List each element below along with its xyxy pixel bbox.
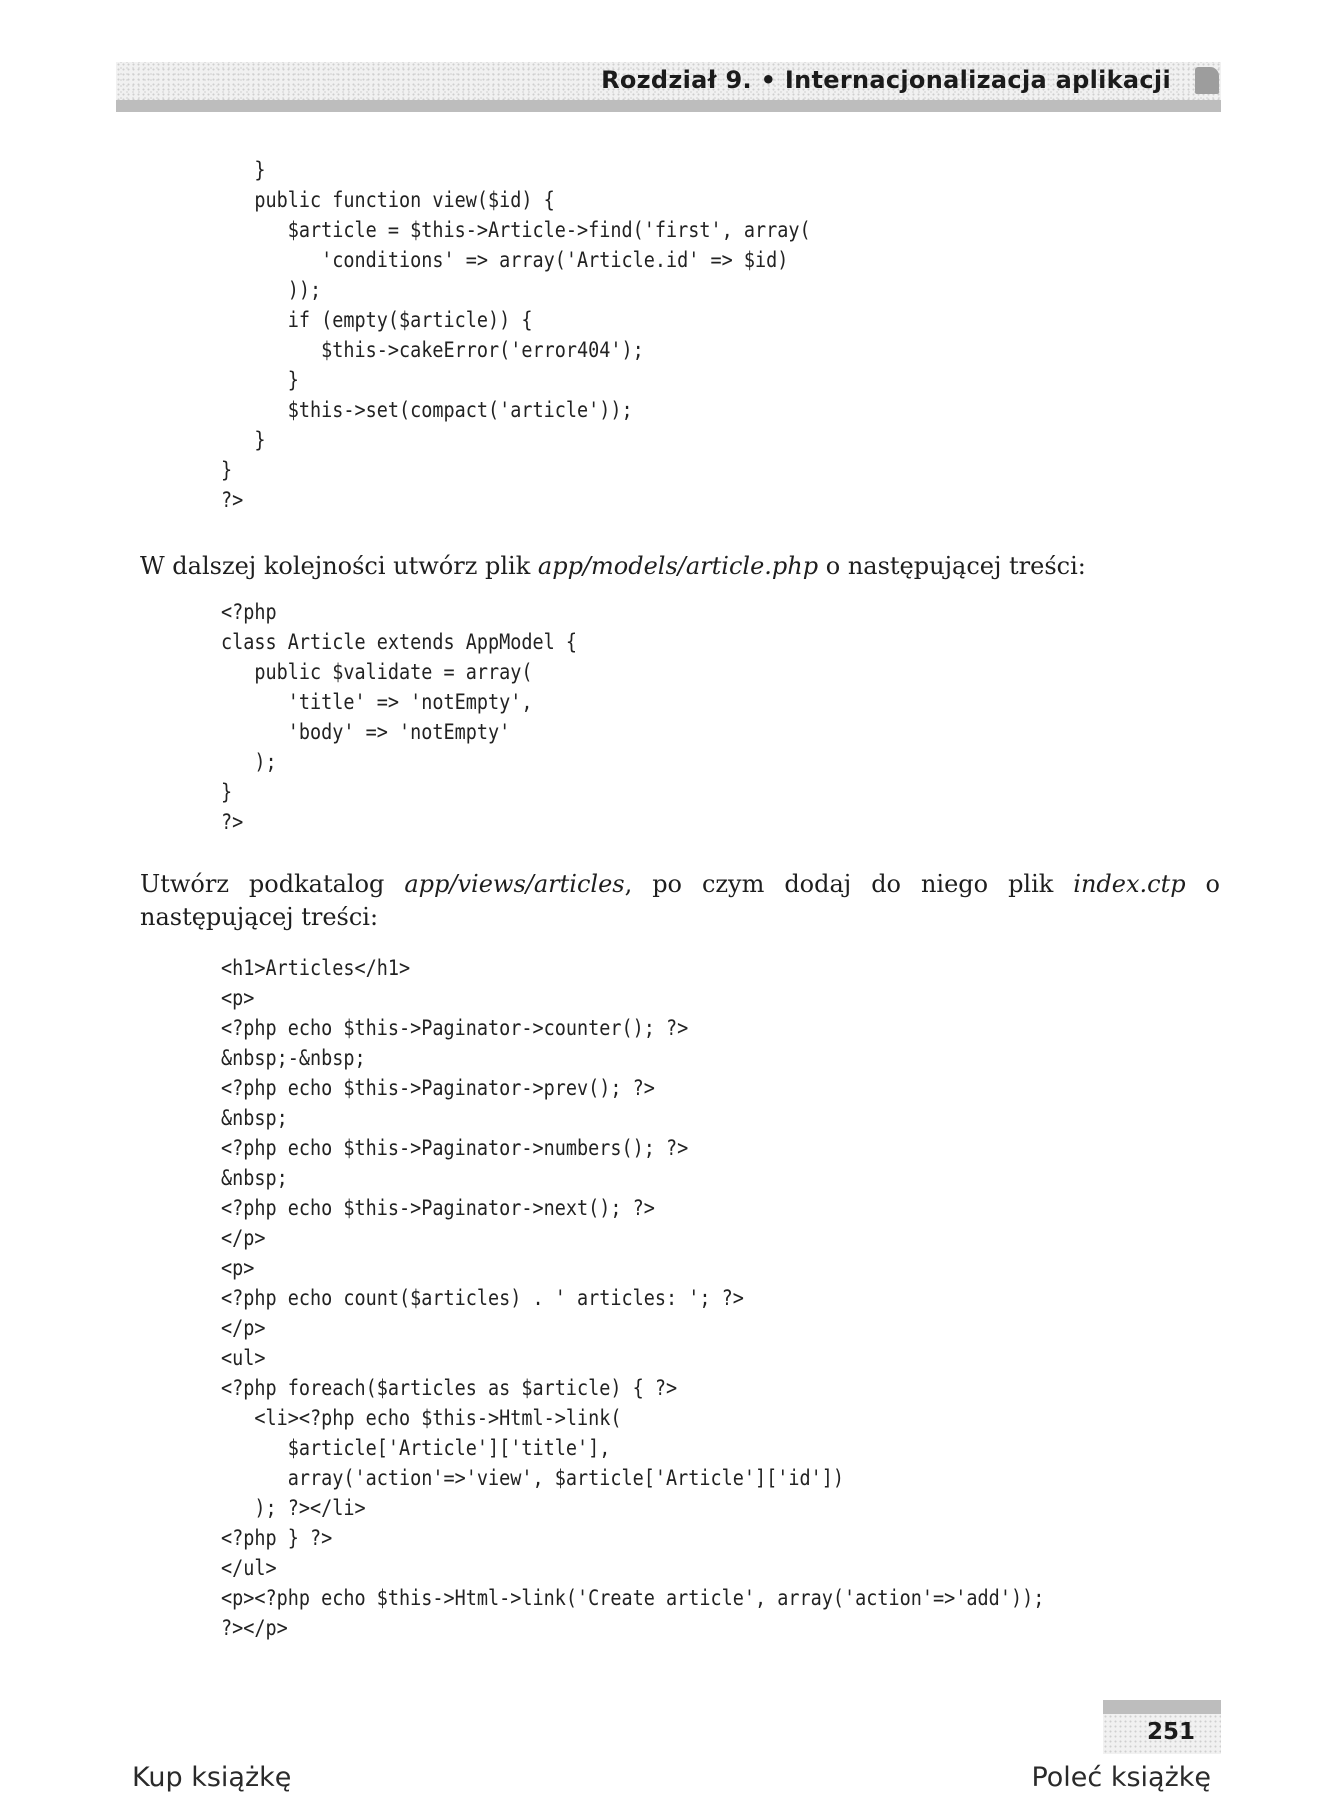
code-line: } — [221, 458, 233, 482]
code-line: ?> — [221, 488, 244, 512]
code-line: } — [221, 158, 266, 182]
code-line: class Article extends AppModel { — [221, 630, 578, 654]
code-line: $this->set(compact('article')); — [221, 398, 633, 422]
file-name: index.ctp — [1073, 870, 1186, 898]
code-line: <p> — [221, 1256, 255, 1280]
page-number-band — [1103, 1700, 1221, 1714]
code-line: <?php — [221, 600, 277, 624]
code-line: &nbsp; — [221, 1166, 288, 1190]
code-line: </p> — [221, 1226, 266, 1250]
code-line: array('action'=>'view', $article['Article']['id']) — [221, 1466, 845, 1490]
code-line: <?php foreach($articles as $article) { ?> — [221, 1376, 678, 1400]
code-block-model — [221, 597, 577, 837]
code-block-controller — [221, 155, 811, 515]
code-line: 'body' => 'notEmpty' — [221, 720, 511, 744]
code-line: <h1>Articles</h1> — [221, 956, 411, 980]
paragraph-create-model — [140, 550, 1220, 583]
code-line: </p> — [221, 1316, 266, 1340]
code-line: <p><?php echo $this->Html->link('Create article', array('action'=>'add')); — [221, 1586, 1045, 1610]
code-line: 'conditions' => array('Article.id' => $id) — [221, 248, 789, 272]
code-line: $article['Article']['title'], — [221, 1436, 611, 1460]
code-line: &nbsp;-&nbsp; — [221, 1046, 366, 1070]
code-line: &nbsp; — [221, 1106, 288, 1130]
page-number: 251 — [1146, 1719, 1195, 1745]
code-line: <?php } ?> — [221, 1526, 333, 1550]
code-line: 'title' => 'notEmpty', — [221, 690, 533, 714]
code-line: ); — [221, 750, 277, 774]
code-line: $article = $this->Article->find('first', array( — [221, 218, 811, 242]
code-line: <?php echo count($articles) . ' articles: '; ?> — [221, 1286, 744, 1310]
page-corner-tab — [1195, 67, 1219, 94]
recommend-book-link[interactable]: Poleć książkę — [1031, 1762, 1211, 1793]
code-line: $this->cakeError('error404'); — [221, 338, 644, 362]
code-line: <?php echo $this->Paginator->next(); ?> — [221, 1196, 655, 1220]
code-line: <?php echo $this->Paginator->counter(); ?> — [221, 1016, 689, 1040]
paragraph-text: o następującej treści: — [818, 552, 1086, 580]
code-line: if (empty($article)) { — [221, 308, 533, 332]
code-line: public $validate = array( — [221, 660, 533, 684]
code-line: <ul> — [221, 1346, 266, 1370]
code-line: <p> — [221, 986, 255, 1010]
paragraph-text: Utwórz podkatalog — [140, 870, 405, 898]
code-line: <li><?php echo $this->Html->link( — [221, 1406, 622, 1430]
code-line: )); — [221, 278, 322, 302]
paragraph-text: , po czym dodaj do niego plik — [624, 870, 1074, 898]
code-line: } — [221, 428, 266, 452]
paragraph-create-view — [140, 868, 1220, 934]
directory-path: app/views/articles — [404, 870, 625, 898]
code-line: public function view($id) { — [221, 188, 555, 212]
code-line: } — [221, 368, 299, 392]
buy-book-link[interactable]: Kup książkę — [132, 1762, 292, 1793]
file-path: app/models/article.php — [537, 552, 819, 580]
code-line: <?php echo $this->Paginator->numbers(); ?> — [221, 1136, 689, 1160]
header-rule — [116, 100, 1221, 112]
paragraph-text: o następującej treści: — [140, 870, 1220, 931]
code-block-view — [221, 953, 1044, 1643]
code-line: ); ?></li> — [221, 1496, 366, 1520]
code-line: ?> — [221, 810, 244, 834]
chapter-title: Rozdział 9. • Internacjonalizacja aplikacji — [601, 66, 1171, 94]
code-line: } — [221, 780, 233, 804]
code-line: <?php echo $this->Paginator->prev(); ?> — [221, 1076, 655, 1100]
code-line: </ul> — [221, 1556, 277, 1580]
code-line: ?></p> — [221, 1616, 288, 1640]
paragraph-text: W dalszej kolejności utwórz plik — [140, 552, 538, 580]
